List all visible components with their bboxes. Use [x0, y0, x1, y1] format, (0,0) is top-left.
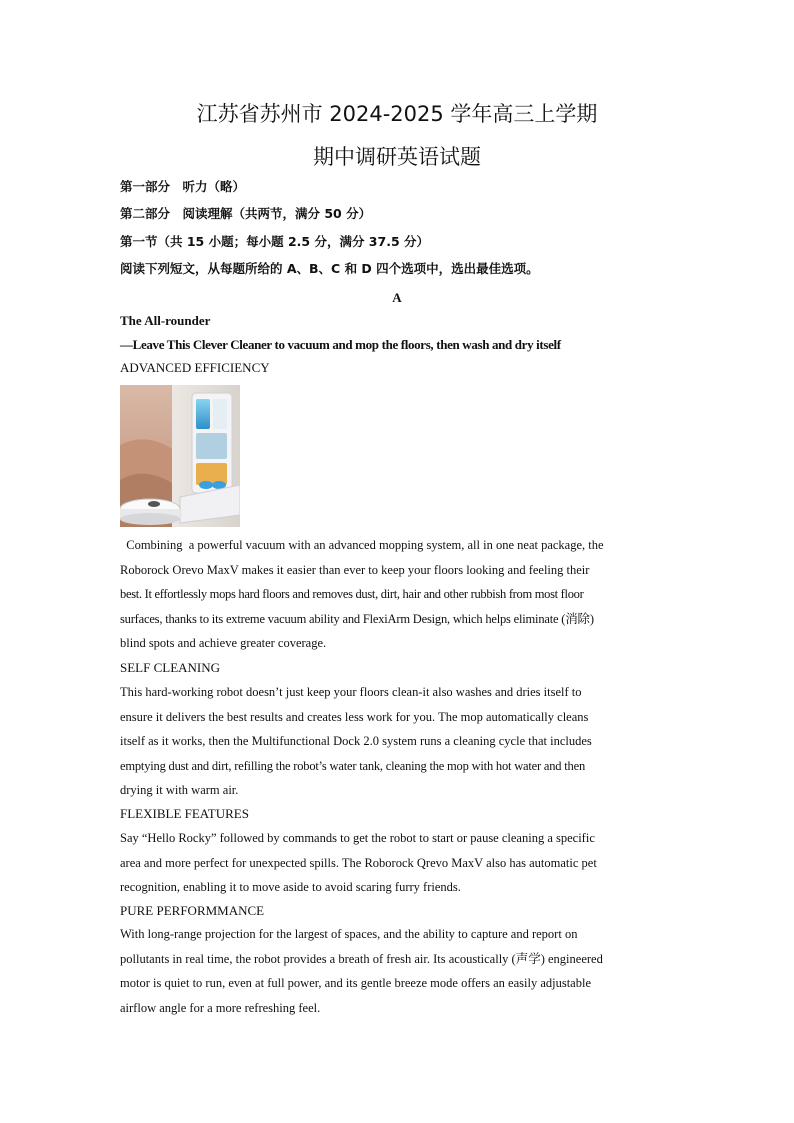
paragraph-advanced-efficiency	[120, 533, 676, 656]
paragraph-line: area and more perfect for unexpected spills. The Roborock Qrevo MaxV also has automatic pet	[120, 855, 597, 870]
paragraph-line: pollutants in real time, the robot provides a breath of fresh air. Its acoustically (声学) engineered	[120, 951, 603, 966]
instruction-text: 阅读下列短文，从每题所给的 A、B、C 和 D 四个选项中，选出最佳选项。	[120, 261, 539, 276]
heading-pure-performance: PURE PERFORMMANCE	[120, 903, 265, 918]
paragraph-line: blind spots and achieve greater coverage.	[120, 636, 327, 650]
paragraph-line: Say “Hello Rocky” followed by commands to get the robot to start or pause cleaning a specific	[120, 831, 595, 845]
paragraph-line: Roborock Orevo MaxV makes it easier than ever to keep your floors looking and feeling their	[120, 562, 590, 577]
section1-heading: 第一节（共 15 小题；每小题 2.5 分，满分 37.5 分）	[120, 234, 429, 249]
paragraph-line: ensure it delivers the best results and creates less work for you. The mop automatically cleans	[120, 709, 589, 724]
paragraph-line: emptying dust and dirt, refilling the robot’s water tank, cleaning the mop with hot water and then	[120, 758, 586, 773]
heading-self-cleaning: SELF CLEANING	[120, 660, 221, 675]
heading-flexible-features: FLEXIBLE FEATURES	[120, 806, 249, 821]
exam-title-line1: 江苏省苏州市 2024-2025 学年高三上学期	[196, 102, 598, 126]
paragraph-line: Combining a powerful vacuum with an advanced mopping system, all in one neat package, the	[120, 538, 604, 552]
exam-title-line2: 期中调研英语试题	[313, 145, 481, 169]
paragraph-pure-performance	[120, 922, 676, 1020]
robot-vacuum-photo	[120, 385, 240, 527]
paragraph-self-cleaning	[120, 680, 676, 803]
passage-title: The All-rounder	[120, 313, 211, 328]
paragraph-line: recognition, enabling it to move aside to avoid scaring furry friends.	[120, 880, 461, 894]
paragraph-flexible-features	[120, 826, 676, 900]
paragraph-line: This hard-working robot doesn’t just keep your floors clean-it also washes and dries itself to	[120, 685, 582, 699]
passage-label: A	[392, 290, 402, 305]
paragraph-line: motor is quiet to run, even at full power, and its gentle breeze mode offers an easily adjustable	[120, 976, 591, 990]
part2-heading: 第二部分 阅读理解（共两节，满分 50 分）	[120, 206, 372, 221]
heading-advanced-efficiency: ADVANCED EFFICIENCY	[120, 360, 270, 375]
passage-subtitle: —Leave This Clever Cleaner to vacuum and mop the floors, then wash and dry itself	[120, 337, 561, 352]
paragraph-line: airflow angle for a more refreshing feel.	[120, 1000, 321, 1015]
paragraph-line: drying it with warm air.	[120, 783, 239, 797]
paragraph-line: itself as it works, then the Multifunctional Dock 2.0 system runs a cleaning cycle that includes	[120, 734, 592, 748]
paragraph-line: best. It effortlessly mops hard floors and removes dust, dirt, hair and other rubbish from most floor	[120, 587, 584, 601]
paragraph-line: With long-range projection for the largest of spaces, and the ability to capture and report on	[120, 927, 578, 941]
paragraph-line: surfaces, thanks to its extreme vacuum ability and FlexiArm Design, which helps eliminate (消除)	[120, 611, 594, 626]
part1-heading: 第一部分 听力（略）	[120, 179, 246, 194]
